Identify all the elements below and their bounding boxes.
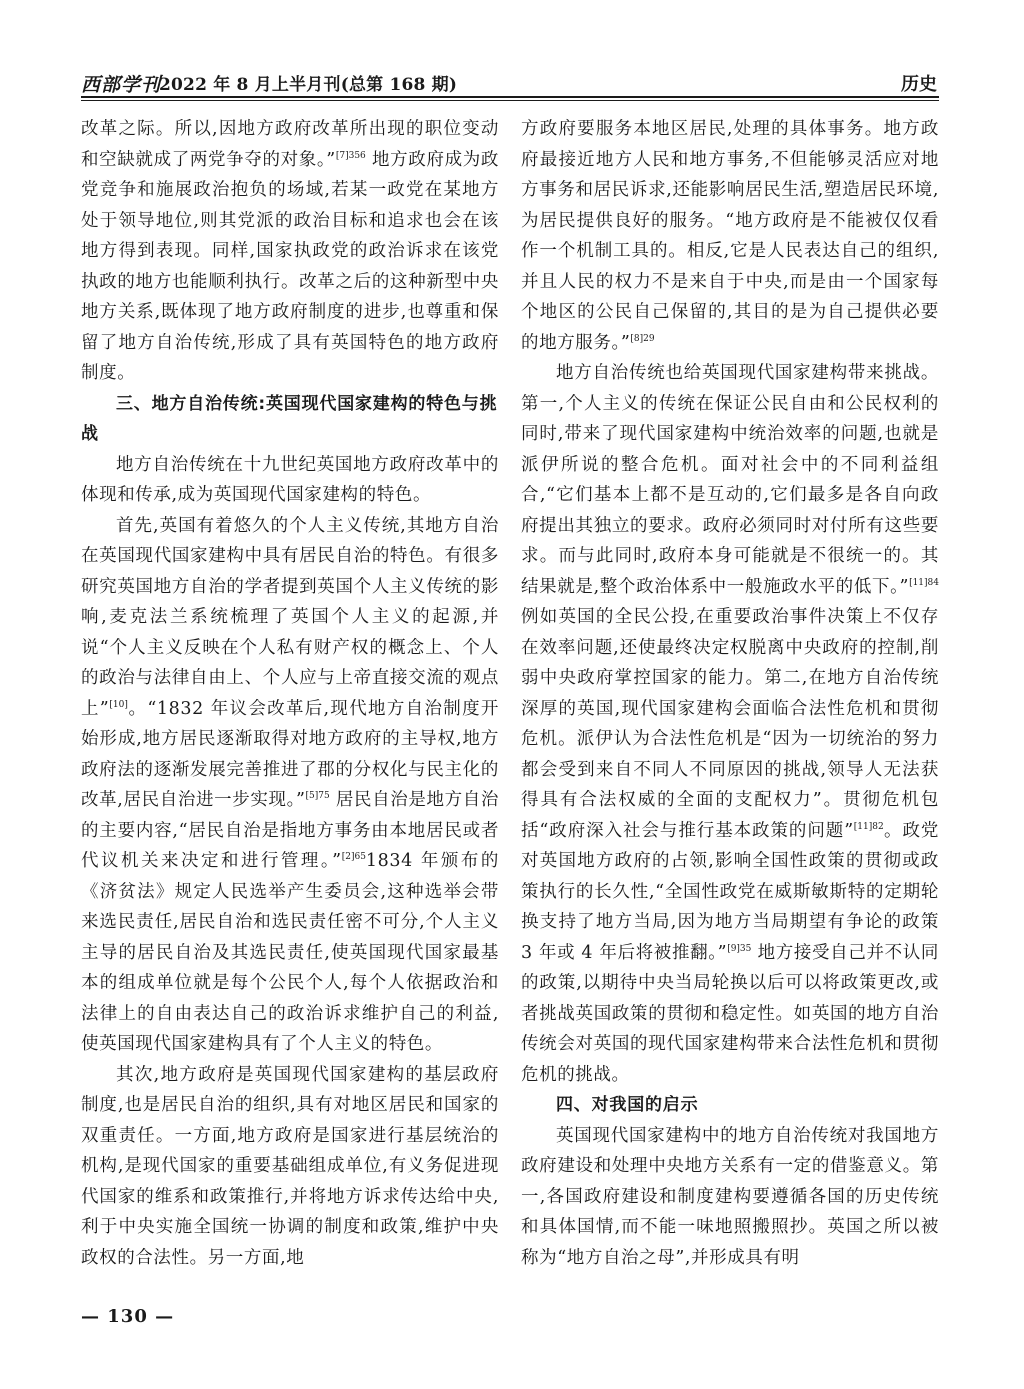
text-run: 英国现代国家建构中的地方自治传统对我国地方政府建设和处理中央地方关系有一定的借鉴意义。第一,各国政府建设和制度建构要遵循各国的历史传统和具体国情,而不能一味地照搬照抄。英国之所以被称为“地方自治之母”,并形成具有明 <box>521 1125 939 1268</box>
body-paragraph <box>81 1060 499 1274</box>
citation-marker: [9]35 <box>727 943 752 954</box>
citation-marker: [5]75 <box>305 791 330 801</box>
body-paragraph <box>521 1121 939 1274</box>
citation-marker: [8]29 <box>630 333 655 344</box>
body-paragraph <box>521 358 939 1090</box>
text-run: 首先,英国有着悠久的个人主义传统,其地方自治在英国现代国家建构中具有居民自治的特色。有很多研究英国地方自治的学者提到英国个人主义传统的影响,麦克法兰系统梳理了英国个人主义的起源,并说“个人主义反映在个人私有财产权的概念上、个人的政治与法律自由上、个人应与上帝直接交流的观点上” <box>81 515 499 719</box>
text-run: 1834 年颁布的《济贫法》规定人民选举产生委员会,这种选举会带来选民责任,居民自治和选民责任密不可分,个人主义主导的居民自治及其选民责任,使英国现代国家最基本的组成单位就是每个公民个人,每个人依据政治和法律上的自由表达自己的政治诉求维护自己的利益,使英国现代国家建构具有了个人主义的特色。 <box>81 851 499 1054</box>
header-rule-thick <box>81 96 939 98</box>
running-header <box>81 64 939 98</box>
body-paragraph <box>81 114 499 389</box>
left-column <box>81 114 499 1273</box>
section-label: 历史 <box>901 74 937 95</box>
page-number: — 130 — <box>81 1306 175 1327</box>
citation-marker: [7]356 <box>335 150 366 161</box>
body-paragraph <box>81 511 499 1060</box>
text-run: 地方自治传统也给英国现代国家建构带来挑战。第一,个人主义的传统在保证公民自由和公民权利的同时,带来了现代国家建构中统治效率的问题,也就是派伊所说的整合危机。面对社会中的不同利益组合,“它们基本上都不是互动的,它们最多是各自向政府提出其独立的要求。政府必须同时对付所有这些要求。而与此同时,政府本身可能就是不很统一的。其结果就是,整个政治体系中一般施政水平的低下。” <box>521 363 939 597</box>
header-rule-thin <box>81 100 939 101</box>
text-run: 地方自治传统在十九世纪英国地方政府改革中的体现和传承,成为英国现代国家建构的特色。 <box>81 454 499 505</box>
text-run: 改革之际。所以,因地方政府改革所出现的职位变动和空缺就成了两党争夺的对象。” <box>81 119 499 170</box>
text-run: 地方接受自己并不认同的政策,以期待中央当局轮换以后可以将政策更改,或者挑战英国政策的贯彻和稳定性。如英国的地方自治传统会对英国的现代国家建构带来合法性危机和贯彻危机的挑战。 <box>521 942 939 1085</box>
text-run: 。“1832 年议会改革后,现代地方自治制度开始形成,地方居民逐渐取得对地方政府的主导权,地方政府法的逐渐发展完善推进了郡的分权化与民主化的改革,居民自治进一步实现。” <box>81 698 499 810</box>
text-run: 例如英国的全民公投,在重要政治事件决策上不仅存在效率问题,还使最终决定权脱离中央政府的控制,削弱中央政府掌控国家的能力。第二,在地方自治传统深厚的英国,现代国家建构会面临合法性危机和贯彻危机。派伊认为合法性危机是“因为一切统治的努力都会受到来自不同人不同原因的挑战,领导人无法获得具有合法权威的全面的支配权力”。贯彻危机包括“政府深入社会与推行基本政策的问题” <box>521 607 939 841</box>
citation-marker: [11]82 <box>853 821 884 832</box>
body-paragraph <box>521 114 939 358</box>
text-run: 其次,地方政府是英国现代国家建构的基层政府制度,也是居民自治的组织,具有对地区居民和国家的双重责任。一方面,地方政府是国家进行基层统治的机构,是现代国家的重要基础组成单位,有义务促进现代国家的维系和政策推行,并将地方诉求传达给中央,利于中央实施全国统一协调的制度和政策,维护中央政权的合法性。另一方面,地 <box>81 1064 499 1268</box>
citation-marker: [2]65 <box>341 852 366 862</box>
section-heading: 三、地方自治传统:英国现代国家建构的特色与挑战 <box>81 393 498 444</box>
text-run: 居民自治是地方自治的主要内容,“居民自治是指地方事务由本地居民或者代议机关来决定和进行管理。” <box>81 790 499 871</box>
right-column <box>521 114 939 1273</box>
citation-marker: [10] <box>109 699 128 710</box>
text-run: 。政党对英国地方政府的占领,影响全国性政策的贯彻或政策执行的长久性,“全国性政党在威斯敏斯特的定期轮换支持了地方当局,因为地方当局期望有争论的政策 3 年或 4 年后将被推翻。” <box>521 820 939 963</box>
text-run: 地方政府成为政党竞争和施展政治抱负的场域,若某一政党在某地方处于领导地位,则其党派的政治目标和追求也会在该地方得到表现。同样,国家执政党的政治诉求在该党执政的地方也能顺利执行。改革之后的这种新型中央地方关系,既体现了地方政府制度的进步,也尊重和保留了地方自治传统,形成了具有英国特色的地方政府制度。 <box>81 149 499 383</box>
body-paragraph <box>81 450 499 511</box>
journal-logo: 西部学刊 <box>81 74 162 96</box>
citation-marker: [11]84 <box>909 577 939 588</box>
issue-info: 2022 年 8 月上半月刊(总第 168 期) <box>159 75 458 95</box>
section-heading: 四、对我国的启示 <box>556 1095 699 1115</box>
text-run: 方政府要服务本地区居民,处理的具体事务。地方政府最接近地方人民和地方事务,不但能够灵活应对地方事务和居民诉求,还能影响居民生活,塑造居民环境,为居民提供良好的服务。“地方政府是不能被仅仅看作一个机制工具的。相反,它是人民表达自己的组织,并且人民的权力不是来自于中央,而是由一个国家每个地区的公民自己保留的,其目的是为自己提供必要的地方服务。” <box>521 119 939 353</box>
